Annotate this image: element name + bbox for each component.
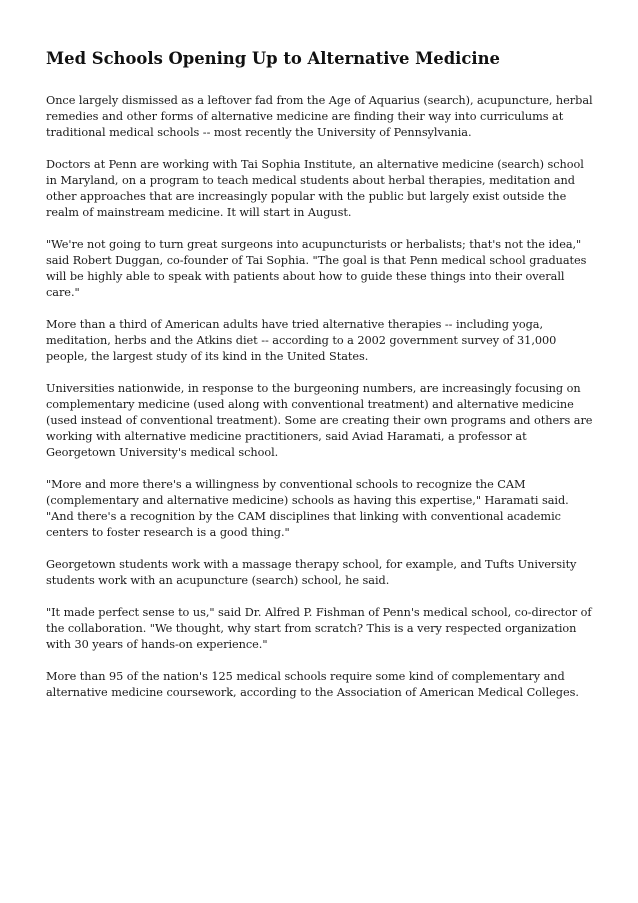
article-paragraph-2: Doctors at Penn are working with Tai Sophia Institute, an alternative medicine (search) school in Maryland, on a program to teach medical students about herbal therapies, meditation and other approaches that are increasingly popular with the public but largely exist outside the realm of mainstream medicine. It will start in August. — [46, 158, 584, 219]
article-title: Med Schools Opening Up to Alternative Medicine — [46, 49, 500, 68]
article-paragraph-1: Once largely dismissed as a leftover fad from the Age of Aquarius (search), acupuncture, herbal remedies and other forms of alternative medicine are finding their way into curriculums at traditional medical schools -- most recently the University of Pennsylvania. — [46, 94, 593, 139]
article-paragraph-6: "More and more there's a willingness by conventional schools to recognize the CAM (complementary and alternative medicine) schools as having this expertise," Haramati said. "And there's a recognition by the CAM disciplines that linking with conventional academic centers to foster research is a good thing." — [46, 478, 569, 539]
article-paragraph-8: "It made perfect sense to us," said Dr. Alfred P. Fishman of Penn's medical school, co-director of the collaboration. "We thought, why start from scratch? This is a very respected organization with 30 years of hands-on experience." — [46, 606, 592, 651]
article-paragraph-3: "We're not going to turn great surgeons into acupuncturists or herbalists; that's not the idea," said Robert Duggan, co-founder of Tai Sophia. "The goal is that Penn medical school graduates will be highly able to speak with patients about how to guide these things into their overall care." — [46, 238, 587, 299]
article-paragraph-9: More than 95 of the nation's 125 medical schools require some kind of complementary and alternative medicine coursework, according to the Association of American Medical Colleges. — [46, 670, 579, 699]
article-paragraph-5: Universities nationwide, in response to the burgeoning numbers, are increasingly focusing on complementary medicine (used along with conventional treatment) and alternative medicine (used instead of conventional treatment). Some are creating their own programs and others are working with alternative medicine practitioners, said Aviad Haramati, a professor at Georgetown University's medical school. — [46, 382, 593, 459]
article-paragraph-7: Georgetown students work with a massage therapy school, for example, and Tufts University students work with an acupuncture (search) school, he said. — [46, 558, 577, 587]
article-paragraph-4: More than a third of American adults have tried alternative therapies -- including yoga, meditation, herbs and the Atkins diet -- according to a 2002 government survey of 31,000 people, the largest study of its kind in the United States. — [46, 318, 557, 363]
